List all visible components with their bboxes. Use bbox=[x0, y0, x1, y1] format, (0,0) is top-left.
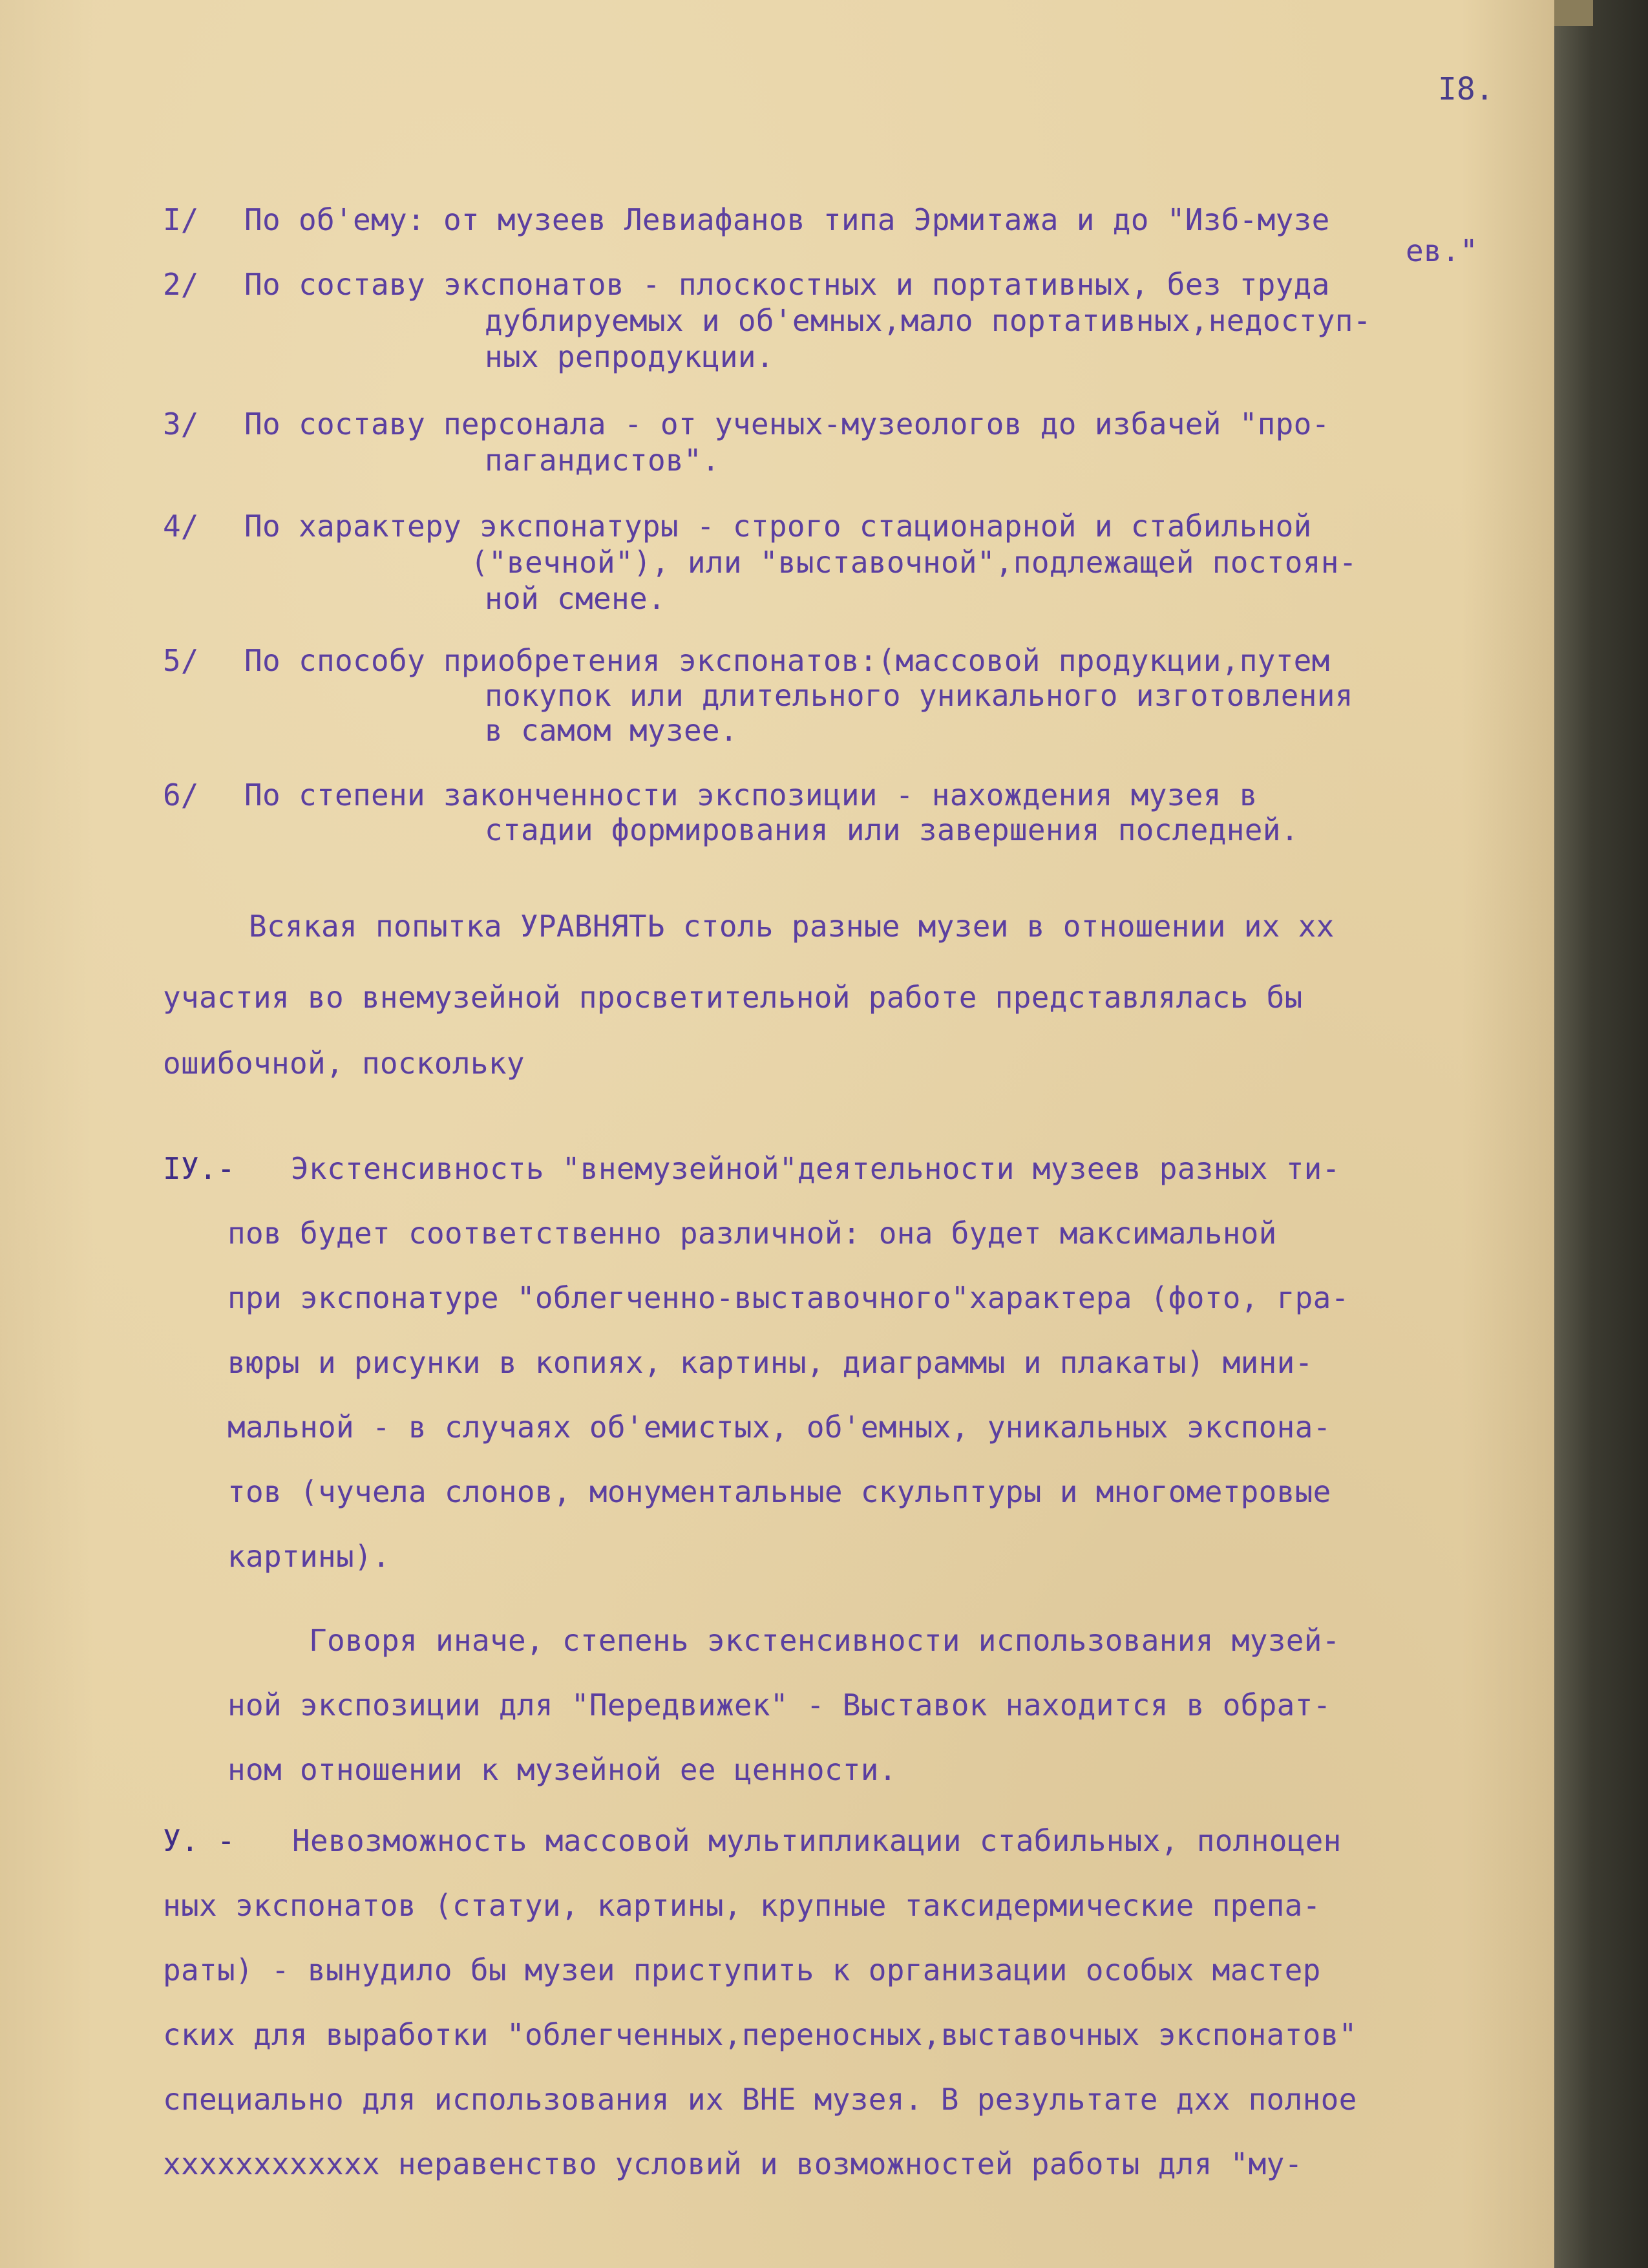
list-item-number: 6/ bbox=[163, 778, 199, 812]
list-item-line: По характеру экспонатуры - строго стационарной и стабильной bbox=[244, 509, 1312, 544]
section-label: IУ.- bbox=[163, 1151, 235, 1186]
paragraph-line: Всякая попытка УРАВНЯТЬ столь разные музеи в отношении их хх bbox=[249, 909, 1335, 944]
section-line: ной экспозиции для "Передвижек" - Выставок находится в обрат- bbox=[227, 1688, 1331, 1722]
section-label: У. - bbox=[163, 1823, 235, 1858]
list-item-line: ных репродукции. bbox=[485, 339, 774, 374]
list-item-line: ной смене. bbox=[485, 581, 666, 616]
section-line: вюры и рисунки в копиях, картины, диаграммы и плакаты) мини- bbox=[227, 1345, 1313, 1380]
list-item-line: ев." bbox=[1406, 233, 1478, 268]
section-line: раты) - вынудило бы музеи приступить к организации особых мастер bbox=[163, 1953, 1321, 1987]
section-line: ских для выработки "облегченных,переносных,выставочных экспонатов" bbox=[163, 2017, 1357, 2052]
section-line: Экстенсивность "внемузейной"деятельности музеев разных ти- bbox=[291, 1151, 1340, 1186]
background-edge bbox=[1554, 0, 1648, 2268]
page-number: I8. bbox=[1438, 71, 1494, 107]
list-item-line: По об'ему: от музеев Левиафанов типа Эрмитажа и до "Изб-музе bbox=[244, 202, 1330, 237]
paragraph-line: ошибочной, поскольку bbox=[163, 1046, 525, 1081]
section-line: специально для использования их ВНЕ музея. В результате дхх полное bbox=[163, 2082, 1357, 2117]
list-item-line: ("вечной"), или "выставочной",подлежащей постоян- bbox=[470, 545, 1357, 580]
list-item-line: По способу приобретения экспонатов:(массовой продукции,путем bbox=[244, 643, 1330, 678]
section-line: картины). bbox=[227, 1539, 390, 1574]
list-item-line: дублируемых и об'емных,мало портативных,недоступ- bbox=[485, 303, 1371, 338]
list-item-number: 2/ bbox=[163, 267, 199, 302]
section-line: хххххххххххх неравенство условий и возможностей работы для "му- bbox=[163, 2146, 1303, 2181]
list-item-line: покупок или длительного уникального изготовления bbox=[485, 678, 1353, 713]
paper-edge-tab bbox=[1554, 0, 1593, 26]
list-item-line: По степени законченности экспозиции - нахождения музея в bbox=[244, 778, 1258, 812]
section-line: при экспонатуре "облегченно-выставочного"характера (фото, гра- bbox=[227, 1280, 1349, 1315]
list-item-line: в самом музее. bbox=[485, 713, 738, 748]
list-item-line: По составу персонала - от ученых-музеологов до избачей "про- bbox=[244, 407, 1330, 441]
section-line: пов будет соответственно различной: она будет максимальной bbox=[227, 1216, 1277, 1251]
list-item-number: 4/ bbox=[163, 509, 199, 544]
list-item-number: 3/ bbox=[163, 407, 199, 441]
list-item-number: I/ bbox=[163, 202, 199, 237]
list-item-line: По составу экспонатов - плоскостных и портативных, без труда bbox=[244, 267, 1330, 302]
list-item-line: пагандистов". bbox=[485, 443, 720, 478]
section-line: Невозможность массовой мультипликации стабильных, полноцен bbox=[292, 1823, 1342, 1858]
section-line: тов (чучела слонов, монументальные скульптуры и многометровые bbox=[227, 1474, 1331, 1509]
list-item-line: стадии формирования или завершения последней. bbox=[485, 812, 1299, 847]
section-line: мальной - в случаях об'емистых, об'емных, уникальных экспона- bbox=[227, 1410, 1331, 1445]
list-item-number: 5/ bbox=[163, 643, 199, 678]
section-line: Говоря иначе, степень экстенсивности использования музей- bbox=[309, 1623, 1340, 1658]
section-line: ном отношении к музейной ее ценности. bbox=[227, 1752, 897, 1787]
paragraph-line: участия во внемузейной просветительной работе представлялась бы bbox=[163, 980, 1303, 1015]
section-line: ных экспонатов (статуи, картины, крупные таксидермические препа- bbox=[163, 1888, 1321, 1923]
